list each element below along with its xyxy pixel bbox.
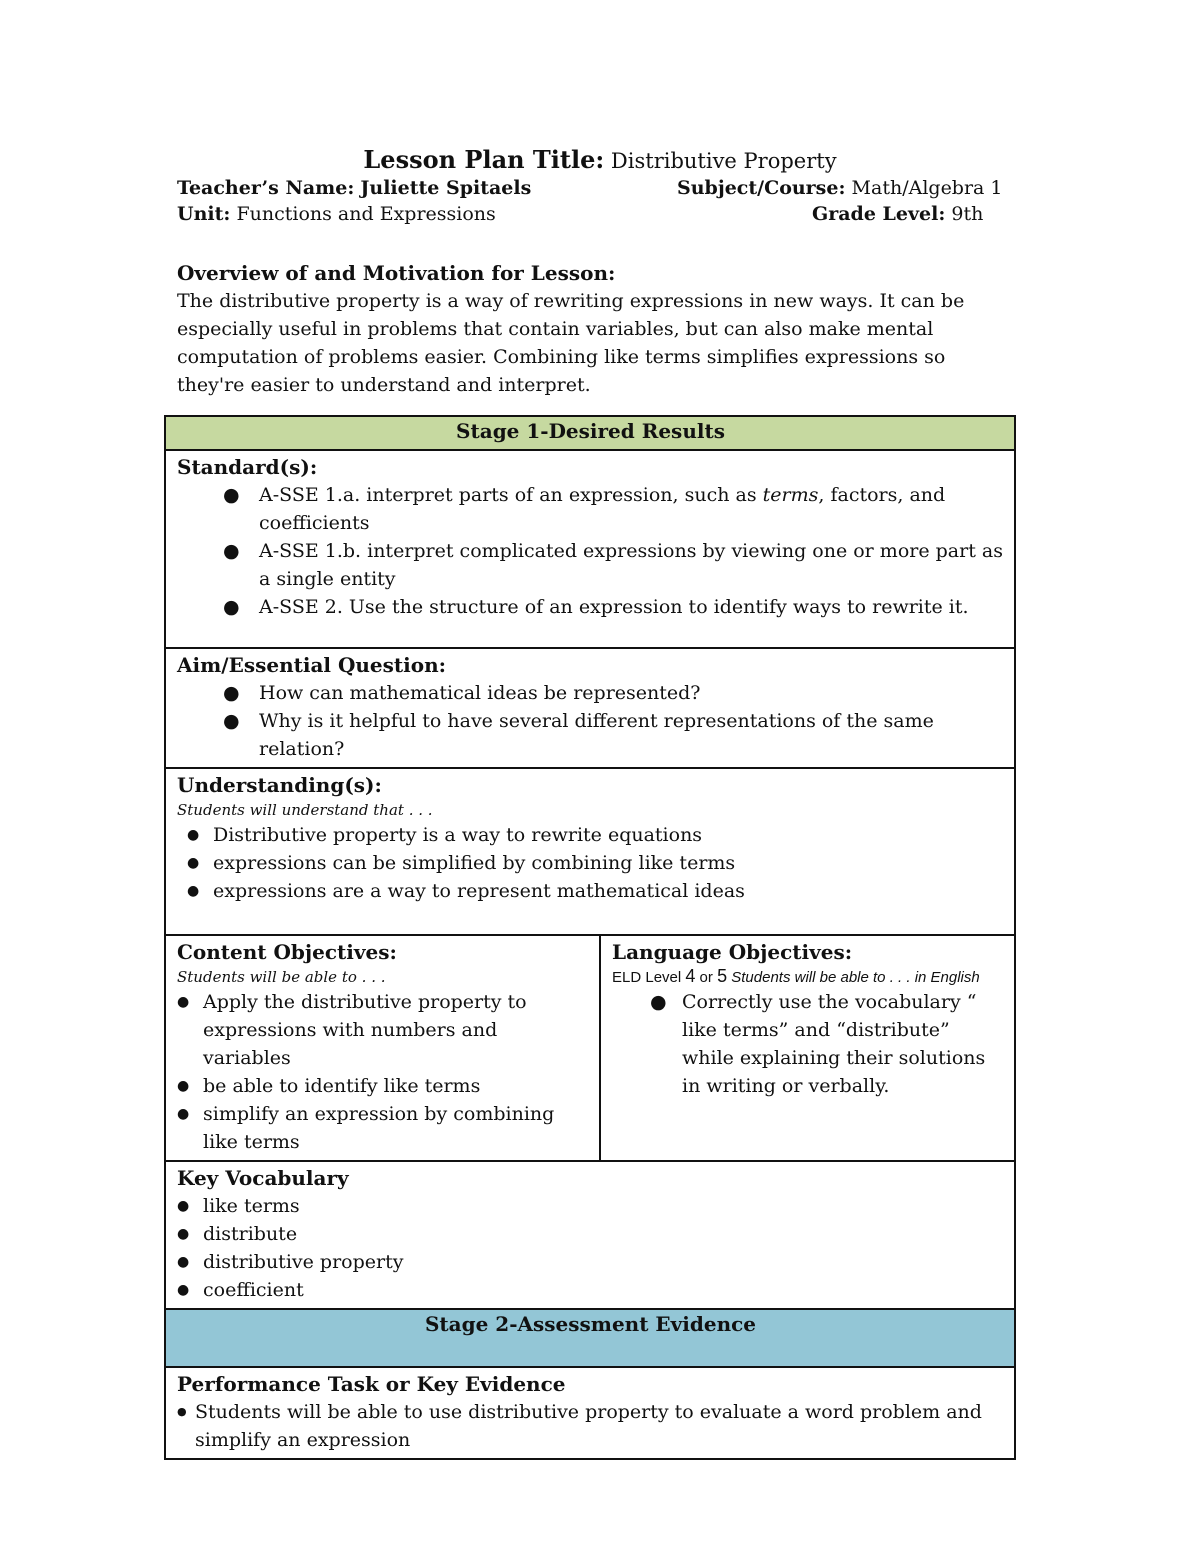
understandings-subheading: Students will understand that . . . <box>177 801 433 819</box>
stage2-header-row <box>165 1309 1015 1367</box>
language-objectives-subheading: ELD Level 4 or 5 Students will be able to . . . in English <box>612 966 980 986</box>
list-item: ● Apply the distributive property to expressions with numbers and variables <box>167 988 589 1072</box>
bullet-icon: ● <box>177 1078 190 1094</box>
stage1-title: Stage 1-Desired Results <box>165 416 1015 450</box>
teacher-name: Juliette Spitaels <box>360 177 532 199</box>
list-item: ● Why is it helpful to have several different representations of the same relation? <box>177 707 1004 763</box>
content-objectives-cell <box>165 935 600 1161</box>
understandings-heading: Understanding(s): <box>177 773 382 797</box>
bullet-icon: ● <box>187 855 200 871</box>
language-objectives-heading: Language Objectives: <box>612 940 853 964</box>
list-item: ● A-SSE 2. Use the structure of an expression to identify ways to rewrite it. <box>177 593 1004 621</box>
list-item: ● coefficient <box>167 1276 1004 1304</box>
lesson-title <box>0 145 1200 174</box>
bullet-icon: ● <box>223 540 240 562</box>
overview-section <box>177 259 1017 399</box>
bullet-icon: ● <box>177 1254 190 1270</box>
grade-value: 9th <box>951 203 984 225</box>
list-item: ● distributive property <box>167 1248 1004 1276</box>
unit-label: Unit: <box>177 203 231 225</box>
bullet-icon: ● <box>177 1226 190 1242</box>
content-objectives-subheading: Students will be able to . . . <box>177 968 386 986</box>
subject-label: Subject/Course: <box>677 177 846 199</box>
understandings-cell <box>165 768 1015 935</box>
bullet-icon: ● <box>650 991 667 1013</box>
standards-cell <box>165 450 1015 648</box>
overview-text: The distributive property is a way of rewriting expressions in new ways. It can be especially useful in problems that contain variables, but can also make mental computation of problems easier. Combining like terms simplifies expressions so they're easier to understand and interpret. <box>177 290 965 396</box>
understandings-list <box>177 821 1004 905</box>
bullet-icon: ● <box>177 1198 190 1214</box>
list-item: ● expressions are a way to represent mathematical ideas <box>177 877 1004 905</box>
bullet-icon: ● <box>223 596 240 618</box>
standards-list <box>177 481 1004 621</box>
aim-list <box>177 679 1004 763</box>
understandings-row <box>165 768 1015 935</box>
vocabulary-row <box>165 1161 1015 1309</box>
bullet-icon: ● <box>177 1282 190 1298</box>
list-item: ● simplify an expression by combining like terms <box>167 1100 589 1156</box>
bullet-icon: ● <box>177 994 190 1010</box>
list-item: ● Correctly use the vocabulary “ like terms” and “distribute” while explaining their solutions in writing or verbally. <box>612 988 1004 1100</box>
language-objectives-list <box>612 988 1004 1100</box>
list-item: ● distribute <box>167 1220 1004 1248</box>
aim-cell <box>165 648 1015 768</box>
vocabulary-list <box>167 1192 1004 1304</box>
content-objectives-heading: Content Objectives: <box>177 940 397 964</box>
bullet-icon: ● <box>223 710 240 732</box>
performance-row <box>165 1367 1015 1459</box>
list-item: ● like terms <box>167 1192 1004 1220</box>
standards-heading: Standard(s): <box>177 455 318 479</box>
performance-list <box>167 1398 1004 1454</box>
language-objectives-cell <box>600 935 1015 1161</box>
lesson-title-value: Distributive Property <box>610 149 837 173</box>
objectives-row <box>165 935 1015 1161</box>
bullet-icon: ● <box>187 827 200 843</box>
subject-field <box>677 177 1003 199</box>
grade-label: Grade Level: <box>812 203 946 225</box>
stage1-header-row <box>165 416 1015 450</box>
aim-row <box>165 648 1015 768</box>
stage2-title: Stage 2-Assessment Evidence <box>165 1309 1015 1367</box>
standards-row <box>165 450 1015 648</box>
vocabulary-cell <box>165 1161 1015 1309</box>
list-item: ● expressions can be simplified by combining like terms <box>177 849 1004 877</box>
bullet-icon: ● <box>177 1106 190 1122</box>
bullet-icon: ● <box>177 1405 187 1418</box>
unit-value: Functions and Expressions <box>236 203 496 225</box>
list-item: ● be able to identify like terms <box>167 1072 589 1100</box>
content-objectives-list <box>167 988 589 1156</box>
list-item: ● A-SSE 1.a. interpret parts of an expression, such as terms, factors, and coefficients <box>177 481 1004 537</box>
list-item: ● Distributive property is a way to rewrite equations <box>177 821 1004 849</box>
unit-grade-row <box>177 203 1007 225</box>
aim-heading: Aim/Essential Question: <box>177 653 447 677</box>
bullet-icon: ● <box>223 484 240 506</box>
bullet-icon: ● <box>223 682 240 704</box>
list-item: ● A-SSE 1.b. interpret complicated expressions by viewing one or more part as a single entity <box>177 537 1004 593</box>
list-item: ● Students will be able to use distributive property to evaluate a word problem and simplify an expression <box>167 1398 1004 1454</box>
vocabulary-heading: Key Vocabulary <box>177 1166 349 1190</box>
performance-heading: Performance Task or Key Evidence <box>177 1372 566 1396</box>
bullet-icon: ● <box>187 883 200 899</box>
lesson-plan-table <box>164 415 1016 1460</box>
lesson-title-label: Lesson Plan Title: <box>363 145 605 174</box>
subject-value: Math/Algebra 1 <box>851 177 1003 199</box>
grade-field <box>812 203 983 225</box>
teacher-label: Teacher’s Name: <box>177 177 355 199</box>
overview-heading: Overview of and Motivation for Lesson: <box>177 261 616 285</box>
teacher-subject-row <box>177 177 1007 199</box>
performance-cell <box>165 1367 1015 1459</box>
list-item: ● How can mathematical ideas be represented? <box>177 679 1004 707</box>
